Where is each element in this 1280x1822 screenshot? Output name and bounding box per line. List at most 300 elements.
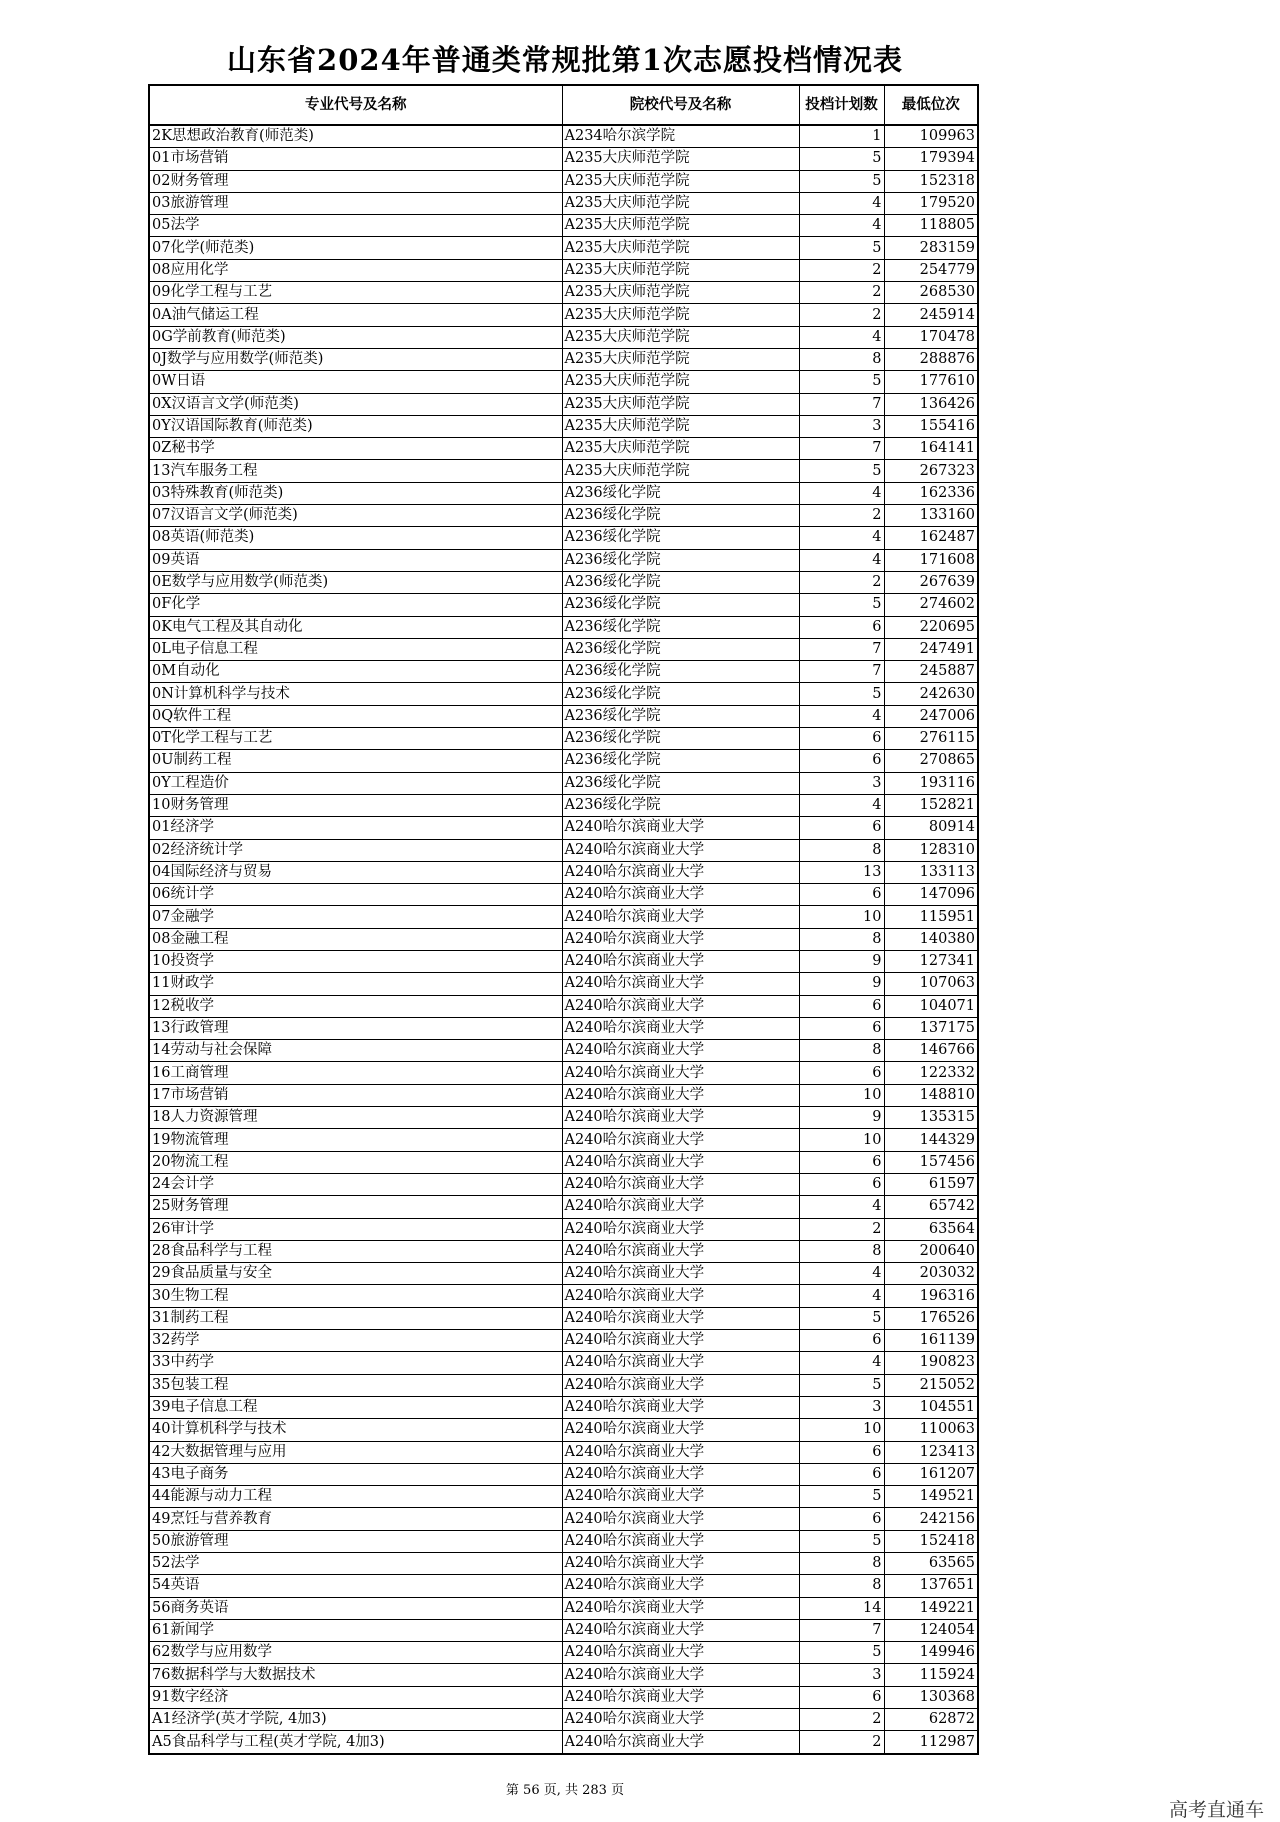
cell-major: 03旅游管理	[149, 192, 562, 214]
page-title: 山东省2024年普通类常规批第1次志愿投档情况表	[227, 43, 903, 77]
cell-rank: 171608	[884, 549, 978, 571]
cell-school: A240哈尔滨商业大学	[562, 1508, 799, 1530]
cell-major: 43电子商务	[149, 1463, 562, 1485]
cell-school: A240哈尔滨商业大学	[562, 1173, 799, 1195]
cell-major: 30生物工程	[149, 1285, 562, 1307]
watermark: 高考直通车	[1168, 1799, 1264, 1821]
table-row	[149, 995, 978, 1017]
table-row	[149, 794, 978, 816]
cell-major: 08应用化学	[149, 259, 562, 281]
cell-plan: 6	[799, 1151, 884, 1173]
cell-plan: 3	[799, 415, 884, 437]
cell-plan: 2	[799, 259, 884, 281]
cell-school: A235大庆师范学院	[562, 148, 799, 170]
table-row	[149, 683, 978, 705]
cell-school: A240哈尔滨商业大学	[562, 1218, 799, 1240]
cell-major: 26审计学	[149, 1218, 562, 1240]
cell-school: A240哈尔滨商业大学	[562, 1553, 799, 1575]
cell-major: 10投资学	[149, 950, 562, 972]
table-row	[149, 1508, 978, 1530]
cell-school: A240哈尔滨商业大学	[562, 1597, 799, 1619]
table-row	[149, 1463, 978, 1485]
table-row	[149, 1642, 978, 1664]
cell-school: A235大庆师范学院	[562, 438, 799, 460]
cell-major: 01市场营销	[149, 148, 562, 170]
cell-school: A236绥化学院	[562, 616, 799, 638]
cell-school: A235大庆师范学院	[562, 215, 799, 237]
cell-school: A236绥化学院	[562, 728, 799, 750]
cell-rank: 274602	[884, 594, 978, 616]
cell-school: A240哈尔滨商业大学	[562, 1151, 799, 1173]
table-row	[149, 571, 978, 593]
table-row	[149, 148, 978, 170]
header-major: 专业代号及名称	[149, 85, 562, 125]
cell-rank: 245887	[884, 661, 978, 683]
cell-plan: 3	[799, 772, 884, 794]
cell-major: 54英语	[149, 1575, 562, 1597]
table-row	[149, 438, 978, 460]
cell-rank: 133160	[884, 505, 978, 527]
cell-major: 91数字经济	[149, 1686, 562, 1708]
cell-rank: 63564	[884, 1218, 978, 1240]
cell-plan: 2	[799, 282, 884, 304]
cell-plan: 4	[799, 215, 884, 237]
cell-rank: 245914	[884, 304, 978, 326]
cell-major: 20物流工程	[149, 1151, 562, 1173]
cell-rank: 161139	[884, 1330, 978, 1352]
cell-rank: 149221	[884, 1597, 978, 1619]
cell-major: 49烹饪与营养教育	[149, 1508, 562, 1530]
cell-school: A240哈尔滨商业大学	[562, 1307, 799, 1329]
table-row	[149, 1173, 978, 1195]
cell-plan: 6	[799, 728, 884, 750]
cell-major: 16工商管理	[149, 1062, 562, 1084]
cell-plan: 7	[799, 1619, 884, 1641]
cell-rank: 136426	[884, 393, 978, 415]
cell-rank: 268530	[884, 282, 978, 304]
cell-rank: 124054	[884, 1619, 978, 1641]
cell-plan: 8	[799, 1040, 884, 1062]
cell-plan: 6	[799, 1441, 884, 1463]
table-row	[149, 215, 978, 237]
table-row	[149, 415, 978, 437]
table-row	[149, 1084, 978, 1106]
cell-major: 03特殊教育(师范类)	[149, 482, 562, 504]
cell-major: 76数据科学与大数据技术	[149, 1664, 562, 1686]
cell-plan: 6	[799, 1173, 884, 1195]
table-row	[149, 1040, 978, 1062]
cell-rank: 148810	[884, 1084, 978, 1106]
cell-major: 0Q软件工程	[149, 705, 562, 727]
cell-school: A240哈尔滨商业大学	[562, 950, 799, 972]
cell-rank: 149521	[884, 1486, 978, 1508]
cell-major: 0Y工程造价	[149, 772, 562, 794]
table-row	[149, 1530, 978, 1552]
cell-major: 19物流管理	[149, 1129, 562, 1151]
cell-school: A236绥化学院	[562, 794, 799, 816]
cell-school: A240哈尔滨商业大学	[562, 1441, 799, 1463]
cell-major: 24会计学	[149, 1173, 562, 1195]
cell-major: A5食品科学与工程(英才学院, 4加3)	[149, 1731, 562, 1754]
table-row	[149, 728, 978, 750]
cell-rank: 122332	[884, 1062, 978, 1084]
cell-plan: 2	[799, 505, 884, 527]
cell-rank: 115951	[884, 906, 978, 928]
cell-major: 0L电子信息工程	[149, 638, 562, 660]
cell-school: A235大庆师范学院	[562, 192, 799, 214]
cell-plan: 5	[799, 594, 884, 616]
cell-plan: 3	[799, 1396, 884, 1418]
cell-rank: 155416	[884, 415, 978, 437]
cell-rank: 179394	[884, 148, 978, 170]
cell-major: 42大数据管理与应用	[149, 1441, 562, 1463]
cell-major: 40计算机科学与技术	[149, 1419, 562, 1441]
cell-school: A235大庆师范学院	[562, 170, 799, 192]
cell-school: A240哈尔滨商业大学	[562, 817, 799, 839]
cell-rank: 130368	[884, 1686, 978, 1708]
cell-major: 33中药学	[149, 1352, 562, 1374]
cell-rank: 270865	[884, 750, 978, 772]
cell-school: A240哈尔滨商业大学	[562, 995, 799, 1017]
table-row	[149, 1686, 978, 1708]
cell-rank: 62872	[884, 1709, 978, 1731]
cell-major: 09英语	[149, 549, 562, 571]
cell-major: 0J数学与应用数学(师范类)	[149, 348, 562, 370]
cell-major: 0W日语	[149, 371, 562, 393]
table-row	[149, 549, 978, 571]
cell-plan: 2	[799, 1218, 884, 1240]
cell-rank: 179520	[884, 192, 978, 214]
table-row	[149, 705, 978, 727]
cell-plan: 4	[799, 482, 884, 504]
cell-plan: 2	[799, 571, 884, 593]
cell-school: A235大庆师范学院	[562, 371, 799, 393]
cell-school: A234哈尔滨学院	[562, 125, 799, 148]
cell-school: A240哈尔滨商业大学	[562, 1463, 799, 1485]
cell-major: 04国际经济与贸易	[149, 861, 562, 883]
table-row	[149, 1263, 978, 1285]
cell-major: 06统计学	[149, 884, 562, 906]
cell-plan: 10	[799, 1419, 884, 1441]
cell-school: A240哈尔滨商业大学	[562, 1040, 799, 1062]
cell-plan: 14	[799, 1597, 884, 1619]
cell-school: A240哈尔滨商业大学	[562, 861, 799, 883]
cell-plan: 2	[799, 1709, 884, 1731]
cell-school: A240哈尔滨商业大学	[562, 1330, 799, 1352]
cell-rank: 104551	[884, 1396, 978, 1418]
cell-plan: 5	[799, 1642, 884, 1664]
cell-school: A240哈尔滨商业大学	[562, 1263, 799, 1285]
table-row	[149, 1396, 978, 1418]
cell-rank: 170478	[884, 326, 978, 348]
cell-plan: 2	[799, 1731, 884, 1754]
cell-plan: 6	[799, 1330, 884, 1352]
cell-major: 17市场营销	[149, 1084, 562, 1106]
cell-major: 13行政管理	[149, 1017, 562, 1039]
table-row	[149, 1731, 978, 1754]
cell-plan: 6	[799, 884, 884, 906]
cell-rank: 162336	[884, 482, 978, 504]
cell-plan: 4	[799, 1352, 884, 1374]
cell-rank: 200640	[884, 1240, 978, 1262]
table-row	[149, 950, 978, 972]
cell-major: 07化学(师范类)	[149, 237, 562, 259]
table-row	[149, 304, 978, 326]
table-row	[149, 1352, 978, 1374]
cell-plan: 7	[799, 438, 884, 460]
cell-major: 11财政学	[149, 973, 562, 995]
table-row	[149, 527, 978, 549]
table-row	[149, 1709, 978, 1731]
cell-plan: 10	[799, 1084, 884, 1106]
cell-plan: 6	[799, 750, 884, 772]
cell-plan: 7	[799, 393, 884, 415]
cell-school: A236绥化学院	[562, 594, 799, 616]
cell-school: A240哈尔滨商业大学	[562, 839, 799, 861]
page-footer: 第 56 页, 共 283 页	[505, 1783, 625, 1798]
cell-major: A1经济学(英才学院, 4加3)	[149, 1709, 562, 1731]
cell-rank: 147096	[884, 884, 978, 906]
cell-major: 0F化学	[149, 594, 562, 616]
table-row	[149, 1330, 978, 1352]
cell-plan: 4	[799, 794, 884, 816]
cell-major: 05法学	[149, 215, 562, 237]
table-row	[149, 1129, 978, 1151]
cell-rank: 164141	[884, 438, 978, 460]
cell-rank: 115924	[884, 1664, 978, 1686]
cell-plan: 13	[799, 861, 884, 883]
cell-rank: 190823	[884, 1352, 978, 1374]
cell-major: 02经济统计学	[149, 839, 562, 861]
cell-rank: 247006	[884, 705, 978, 727]
cell-school: A240哈尔滨商业大学	[562, 1642, 799, 1664]
table-row	[149, 1285, 978, 1307]
cell-rank: 177610	[884, 371, 978, 393]
cell-rank: 242156	[884, 1508, 978, 1530]
cell-school: A235大庆师范学院	[562, 460, 799, 482]
table-row	[149, 237, 978, 259]
cell-school: A240哈尔滨商业大学	[562, 1107, 799, 1129]
cell-plan: 10	[799, 906, 884, 928]
cell-major: 0Y汉语国际教育(师范类)	[149, 415, 562, 437]
cell-school: A235大庆师范学院	[562, 259, 799, 281]
cell-rank: 193116	[884, 772, 978, 794]
table-row	[149, 393, 978, 415]
cell-school: A240哈尔滨商业大学	[562, 1396, 799, 1418]
table-row	[149, 1486, 978, 1508]
table-row	[149, 1597, 978, 1619]
cell-plan: 6	[799, 616, 884, 638]
cell-school: A235大庆师范学院	[562, 304, 799, 326]
cell-rank: 267639	[884, 571, 978, 593]
table-header-row	[149, 85, 978, 125]
cell-major: 32药学	[149, 1330, 562, 1352]
cell-school: A235大庆师范学院	[562, 282, 799, 304]
table-row	[149, 817, 978, 839]
cell-plan: 7	[799, 638, 884, 660]
cell-school: A236绥化学院	[562, 482, 799, 504]
cell-major: 07金融学	[149, 906, 562, 928]
cell-major: 0Z秘书学	[149, 438, 562, 460]
cell-major: 2K思想政治教育(师范类)	[149, 125, 562, 148]
cell-school: A240哈尔滨商业大学	[562, 1129, 799, 1151]
cell-school: A240哈尔滨商业大学	[562, 1575, 799, 1597]
cell-rank: 149946	[884, 1642, 978, 1664]
cell-plan: 3	[799, 1664, 884, 1686]
cell-school: A240哈尔滨商业大学	[562, 1017, 799, 1039]
cell-plan: 4	[799, 527, 884, 549]
cell-major: 09化学工程与工艺	[149, 282, 562, 304]
cell-plan: 9	[799, 1107, 884, 1129]
cell-rank: 242630	[884, 683, 978, 705]
cell-major: 02财务管理	[149, 170, 562, 192]
cell-rank: 140380	[884, 928, 978, 950]
cell-rank: 123413	[884, 1441, 978, 1463]
cell-plan: 5	[799, 371, 884, 393]
cell-major: 39电子信息工程	[149, 1396, 562, 1418]
cell-school: A236绥化学院	[562, 549, 799, 571]
cell-major: 07汉语言文学(师范类)	[149, 505, 562, 527]
table-row	[149, 259, 978, 281]
cell-rank: 162487	[884, 527, 978, 549]
cell-major: 61新闻学	[149, 1619, 562, 1641]
table-row	[149, 1419, 978, 1441]
cell-rank: 247491	[884, 638, 978, 660]
cell-school: A240哈尔滨商业大学	[562, 1619, 799, 1641]
table-row	[149, 750, 978, 772]
cell-rank: 196316	[884, 1285, 978, 1307]
table-row	[149, 884, 978, 906]
table-row	[149, 594, 978, 616]
cell-plan: 4	[799, 1263, 884, 1285]
admission-table	[148, 84, 979, 1755]
cell-plan: 6	[799, 995, 884, 1017]
cell-major: 01经济学	[149, 817, 562, 839]
cell-school: A235大庆师范学院	[562, 393, 799, 415]
table-row	[149, 170, 978, 192]
cell-major: 18人力资源管理	[149, 1107, 562, 1129]
table-row	[149, 1240, 978, 1262]
cell-plan: 8	[799, 348, 884, 370]
cell-major: 0U制药工程	[149, 750, 562, 772]
cell-school: A236绥化学院	[562, 772, 799, 794]
table-row	[149, 1441, 978, 1463]
table-row	[149, 348, 978, 370]
table-row	[149, 861, 978, 883]
cell-school: A236绥化学院	[562, 750, 799, 772]
cell-plan: 4	[799, 705, 884, 727]
cell-plan: 8	[799, 1575, 884, 1597]
cell-plan: 6	[799, 1062, 884, 1084]
table-row	[149, 638, 978, 660]
cell-plan: 9	[799, 973, 884, 995]
table-row	[149, 1151, 978, 1173]
cell-major: 0A油气储运工程	[149, 304, 562, 326]
table-row	[149, 505, 978, 527]
cell-school: A240哈尔滨商业大学	[562, 1686, 799, 1708]
cell-plan: 9	[799, 950, 884, 972]
cell-rank: 161207	[884, 1463, 978, 1485]
cell-plan: 5	[799, 460, 884, 482]
header-rank: 最低位次	[884, 85, 978, 125]
table-row	[149, 1664, 978, 1686]
header-school: 院校代号及名称	[562, 85, 799, 125]
header-plan: 投档计划数	[799, 85, 884, 125]
cell-major: 62数学与应用数学	[149, 1642, 562, 1664]
cell-plan: 10	[799, 1129, 884, 1151]
cell-school: A236绥化学院	[562, 571, 799, 593]
table-row	[149, 1619, 978, 1641]
cell-school: A236绥化学院	[562, 505, 799, 527]
table-row	[149, 661, 978, 683]
cell-rank: 254779	[884, 259, 978, 281]
cell-school: A240哈尔滨商业大学	[562, 1062, 799, 1084]
cell-rank: 146766	[884, 1040, 978, 1062]
cell-rank: 152418	[884, 1530, 978, 1552]
cell-rank: 109963	[884, 125, 978, 148]
cell-school: A235大庆师范学院	[562, 326, 799, 348]
cell-school: A236绥化学院	[562, 638, 799, 660]
cell-plan: 1	[799, 125, 884, 148]
cell-plan: 4	[799, 192, 884, 214]
cell-plan: 8	[799, 839, 884, 861]
cell-rank: 220695	[884, 616, 978, 638]
table-row	[149, 1196, 978, 1218]
cell-school: A235大庆师范学院	[562, 237, 799, 259]
table-row	[149, 772, 978, 794]
cell-school: A240哈尔滨商业大学	[562, 906, 799, 928]
cell-rank: 267323	[884, 460, 978, 482]
cell-rank: 288876	[884, 348, 978, 370]
cell-plan: 8	[799, 1240, 884, 1262]
cell-rank: 135315	[884, 1107, 978, 1129]
cell-rank: 137651	[884, 1575, 978, 1597]
cell-rank: 63565	[884, 1553, 978, 1575]
cell-major: 31制药工程	[149, 1307, 562, 1329]
cell-plan: 6	[799, 1686, 884, 1708]
cell-school: A240哈尔滨商业大学	[562, 1709, 799, 1731]
cell-major: 52法学	[149, 1553, 562, 1575]
cell-school: A236绥化学院	[562, 683, 799, 705]
cell-major: 29食品质量与安全	[149, 1263, 562, 1285]
cell-major: 0M自动化	[149, 661, 562, 683]
table-row	[149, 839, 978, 861]
table-row	[149, 282, 978, 304]
cell-major: 35包装工程	[149, 1374, 562, 1396]
table-row	[149, 1017, 978, 1039]
table-row	[149, 371, 978, 393]
cell-rank: 203032	[884, 1263, 978, 1285]
cell-major: 0X汉语言文学(师范类)	[149, 393, 562, 415]
cell-major: 56商务英语	[149, 1597, 562, 1619]
cell-school: A236绥化学院	[562, 705, 799, 727]
table-row	[149, 326, 978, 348]
cell-rank: 118805	[884, 215, 978, 237]
cell-rank: 276115	[884, 728, 978, 750]
cell-school: A240哈尔滨商业大学	[562, 1240, 799, 1262]
cell-school: A235大庆师范学院	[562, 415, 799, 437]
table-row	[149, 1553, 978, 1575]
table-row	[149, 125, 978, 148]
cell-major: 08金融工程	[149, 928, 562, 950]
cell-rank: 137175	[884, 1017, 978, 1039]
table-row	[149, 1374, 978, 1396]
cell-rank: 110063	[884, 1419, 978, 1441]
cell-major: 12税收学	[149, 995, 562, 1017]
table-body	[149, 125, 978, 1754]
cell-plan: 6	[799, 1463, 884, 1485]
cell-major: 0T化学工程与工艺	[149, 728, 562, 750]
